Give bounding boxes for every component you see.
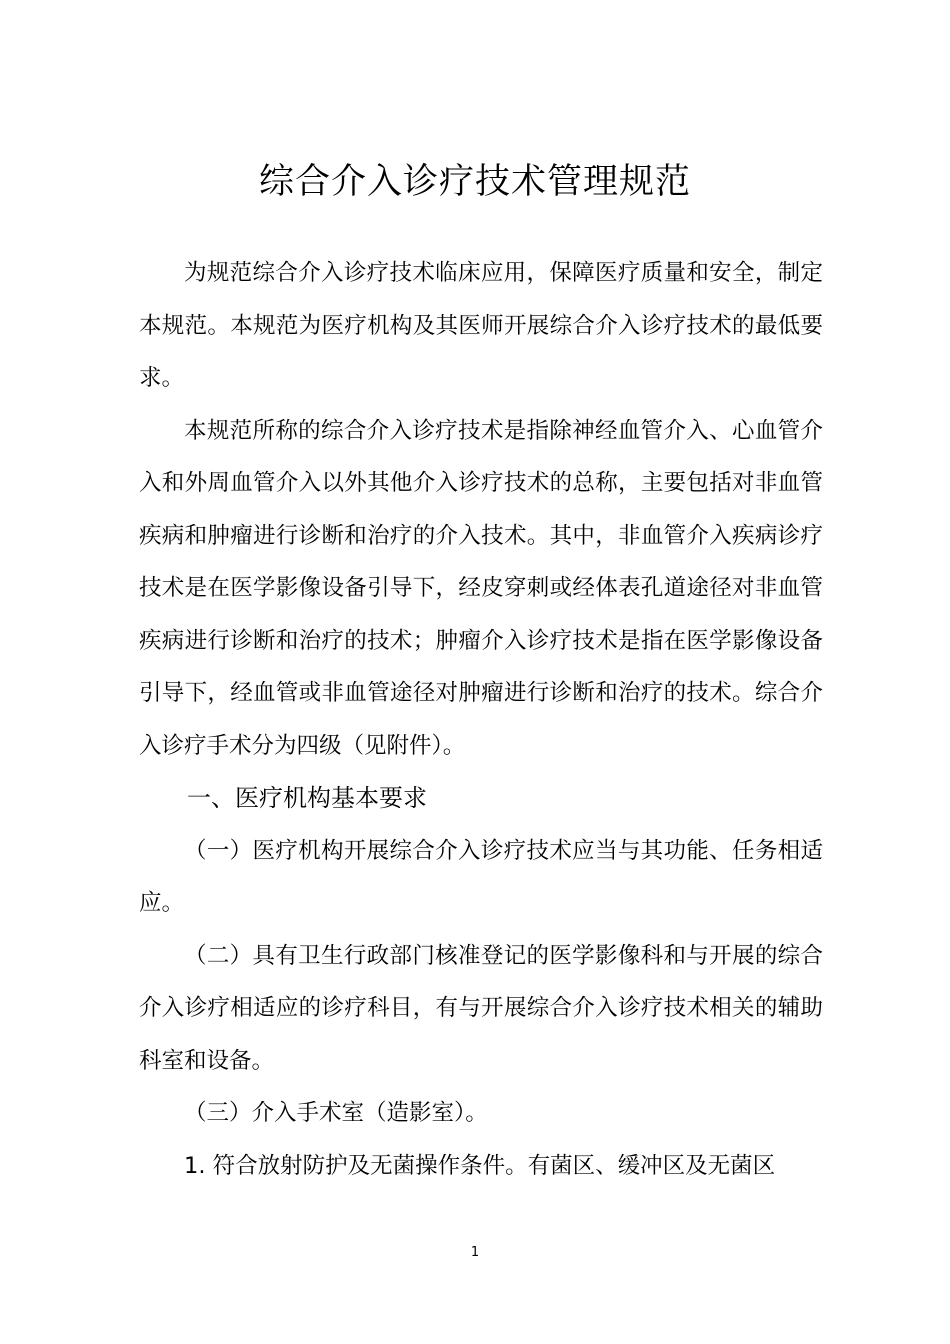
requirement-item-1: （一）医疗机构开展综合介入诊疗技术应当与其功能、任务相适应。 <box>139 837 823 916</box>
sub-item-1: 1. 符合放射防护及无菌操作条件。有菌区、缓冲区及无菌区 <box>184 1152 776 1179</box>
document-body <box>139 247 823 1192</box>
section-heading: 一、医疗机构基本要求 <box>187 784 427 812</box>
requirement-item-2: （二）具有卫生行政部门核准登记的医学影像科和与开展的综合介入诊疗相适应的诊疗科目，有与开展综合介入诊疗技术相关的辅助科室和设备。 <box>139 942 823 1074</box>
definition-paragraph: 本规范所称的综合介入诊疗技术是指除神经血管介入、心血管介入和外周血管介入以外其他介入诊疗技术的总称，主要包括对非血管疾病和肿瘤进行诊断和治疗的介入技术。其中，非血管介入疾病诊疗技术是在医学影像设备引导下，经皮穿刺或经体表孔道途径对非血管疾病进行诊断和治疗的技术；肿瘤介入诊疗技术是指在医学影像设备引导下，经血管或非血管途径对肿瘤进行诊断和治疗的技术。综合介入诊疗手术分为四级（见附件）。 <box>139 417 823 759</box>
page-number: 1 <box>470 1245 480 1260</box>
document-title: 综合介入诊疗技术管理规范 <box>258 162 691 202</box>
requirement-item-3: （三）介入手术室（造影室）。 <box>184 1100 488 1126</box>
intro-paragraph: 为规范综合介入诊疗技术临床应用，保障医疗质量和安全，制定本规范。本规范为医疗机构及其医师开展综合介入诊疗技术的最低要求。 <box>139 260 823 391</box>
